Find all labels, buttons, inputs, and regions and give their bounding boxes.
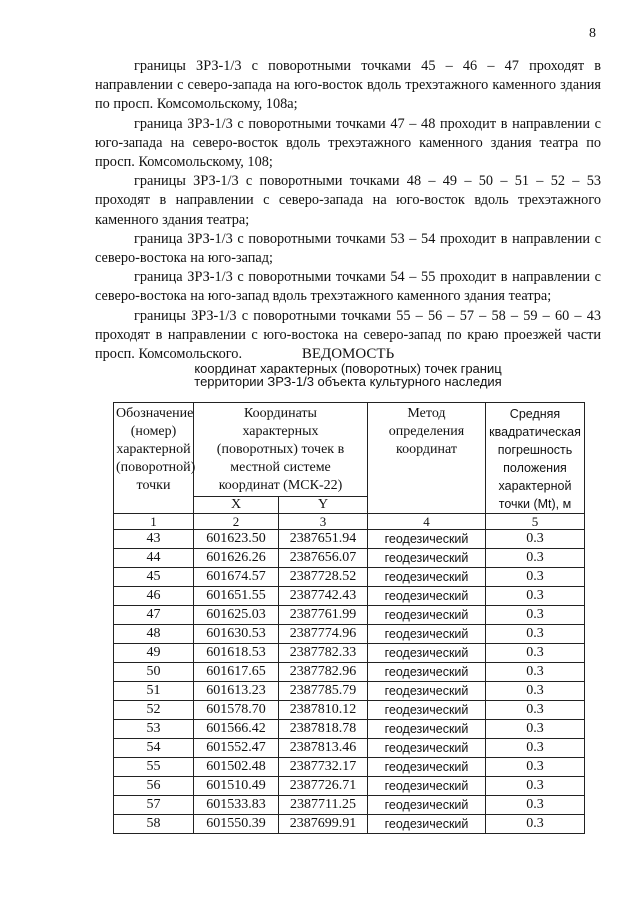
point-number-cell: 52 (114, 701, 194, 720)
error-cell: 0.3 (486, 644, 585, 663)
column-number: 3 (279, 514, 368, 530)
y-coordinate-cell: 2387774.96 (279, 625, 368, 644)
table-row (114, 625, 585, 644)
x-coordinate-cell: 601626.26 (194, 549, 279, 568)
y-coordinate-cell: 2387813.46 (279, 739, 368, 758)
method-cell: геодезический (368, 568, 486, 587)
point-number-cell: 51 (114, 682, 194, 701)
y-coordinate-cell: 2387728.52 (279, 568, 368, 587)
table-subtitle-line1: координат характерных (поворотных) точек границ (194, 361, 502, 376)
table-row (114, 777, 585, 796)
error-cell: 0.3 (486, 549, 585, 568)
y-coordinate-cell: 2387785.79 (279, 682, 368, 701)
method-cell: геодезический (368, 758, 486, 777)
table-row (114, 530, 585, 549)
method-cell: геодезический (368, 625, 486, 644)
x-coordinate-cell: 601613.23 (194, 682, 279, 701)
point-number-cell: 54 (114, 739, 194, 758)
paragraph: граница ЗРЗ-1/3 с поворотными точками 53 – 54 проходит в направлении с северо-востока на юго-запад; (95, 230, 601, 267)
point-number-cell: 50 (114, 663, 194, 682)
coordinates-table (113, 402, 585, 834)
method-cell: геодезический (368, 777, 486, 796)
point-number-cell: 49 (114, 644, 194, 663)
method-cell: геодезический (368, 587, 486, 606)
header-point-number: Обозначение (номер) характерной (поворотной) точки (114, 403, 194, 514)
error-cell: 0.3 (486, 777, 585, 796)
method-cell: геодезический (368, 663, 486, 682)
x-coordinate-cell: 601618.53 (194, 644, 279, 663)
header-x: X (194, 496, 279, 513)
x-coordinate-cell: 601651.55 (194, 587, 279, 606)
table-row (114, 663, 585, 682)
column-number: 4 (368, 514, 486, 530)
y-coordinate-cell: 2387810.12 (279, 701, 368, 720)
table-row (114, 758, 585, 777)
paragraph: границы ЗРЗ-1/3 с поворотными точками 45 – 46 – 47 проходят в направлении с северо-запада на юго-восток вдоль трехэтажного каменного здания по просп. Комсомольскому, 108а; (95, 58, 601, 113)
table-row (114, 739, 585, 758)
point-number-cell: 48 (114, 625, 194, 644)
table-row (114, 701, 585, 720)
column-number: 5 (486, 514, 585, 530)
y-coordinate-cell: 2387742.43 (279, 587, 368, 606)
error-cell: 0.3 (486, 796, 585, 815)
method-cell: геодезический (368, 720, 486, 739)
body-text (95, 57, 601, 364)
paragraph: границы ЗРЗ-1/3 с поворотными точками 48 – 49 – 50 – 51 – 52 – 53 проходят в направлении с северо-запада на юго-восток вдоль трехэтажного каменного здания театра; (95, 173, 601, 228)
error-cell: 0.3 (486, 815, 585, 834)
method-cell: геодезический (368, 606, 486, 625)
x-coordinate-cell: 601510.49 (194, 777, 279, 796)
table-row (114, 682, 585, 701)
x-coordinate-cell: 601552.47 (194, 739, 279, 758)
table-row (114, 720, 585, 739)
header-method: Метод определения координат (368, 403, 486, 514)
y-coordinate-cell: 2387782.33 (279, 644, 368, 663)
error-cell: 0.3 (486, 530, 585, 549)
error-cell: 0.3 (486, 720, 585, 739)
y-coordinate-cell: 2387726.71 (279, 777, 368, 796)
table-heading: ВЕДОМОСТЬ (301, 346, 395, 362)
method-cell: геодезический (368, 530, 486, 549)
point-number-cell: 47 (114, 606, 194, 625)
table-row (114, 549, 585, 568)
point-number-cell: 43 (114, 530, 194, 549)
table-subtitle-line2: территории ЗРЗ-1/3 объекта культурного наследия (194, 374, 502, 389)
paragraph: границы ЗРЗ-1/3 с поворотными точками 55 – 56 – 57 – 58 – 59 – 60 – 43 проходят в направлении с юго-востока на северо-запад по краю проезжей части просп. Комсомольского. (95, 307, 601, 363)
header-error: Средняя квадратическая погрешность положения характерной точки (Mt), м (486, 403, 585, 514)
method-cell: геодезический (368, 644, 486, 663)
point-number-cell: 55 (114, 758, 194, 777)
error-cell: 0.3 (486, 587, 585, 606)
table-row (114, 587, 585, 606)
table-row (114, 796, 585, 815)
header-y: Y (279, 496, 368, 513)
method-cell: геодезический (368, 701, 486, 720)
y-coordinate-cell: 2387761.99 (279, 606, 368, 625)
point-number-cell: 56 (114, 777, 194, 796)
point-number-cell: 45 (114, 568, 194, 587)
error-cell: 0.3 (486, 739, 585, 758)
y-coordinate-cell: 2387818.78 (279, 720, 368, 739)
x-coordinate-cell: 601623.50 (194, 530, 279, 549)
x-coordinate-cell: 601630.53 (194, 625, 279, 644)
method-cell: геодезический (368, 549, 486, 568)
table-body (114, 530, 585, 834)
table-row (114, 568, 585, 587)
error-cell: 0.3 (486, 568, 585, 587)
column-number-row (114, 514, 585, 530)
table-title (113, 347, 583, 388)
y-coordinate-cell: 2387732.17 (279, 758, 368, 777)
column-number: 2 (194, 514, 279, 530)
y-coordinate-cell: 2387651.94 (279, 530, 368, 549)
point-number-cell: 44 (114, 549, 194, 568)
error-cell: 0.3 (486, 663, 585, 682)
point-number-cell: 57 (114, 796, 194, 815)
x-coordinate-cell: 601550.39 (194, 815, 279, 834)
page-number: 8 (589, 26, 596, 41)
table-row (114, 644, 585, 663)
x-coordinate-cell: 601533.83 (194, 796, 279, 815)
table-row (114, 606, 585, 625)
y-coordinate-cell: 2387782.96 (279, 663, 368, 682)
error-cell: 0.3 (486, 606, 585, 625)
paragraph: граница ЗРЗ-1/3 с поворотными точками 54 – 55 проходит в направлении с северо-востока на юго-запад вдоль трехэтажного каменного здания театра; (95, 269, 601, 305)
error-cell: 0.3 (486, 682, 585, 701)
x-coordinate-cell: 601502.48 (194, 758, 279, 777)
paragraph: граница ЗРЗ-1/3 с поворотными точками 47 – 48 проходит в направлении с юго-запада на северо-восток вдоль трехэтажного каменного здания театра по просп. Комсомольскому, 108; (95, 115, 601, 171)
x-coordinate-cell: 601674.57 (194, 568, 279, 587)
error-cell: 0.3 (486, 625, 585, 644)
x-coordinate-cell: 601625.03 (194, 606, 279, 625)
x-coordinate-cell: 601566.42 (194, 720, 279, 739)
method-cell: геодезический (368, 815, 486, 834)
point-number-cell: 46 (114, 587, 194, 606)
point-number-cell: 58 (114, 815, 194, 834)
method-cell: геодезический (368, 739, 486, 758)
y-coordinate-cell: 2387656.07 (279, 549, 368, 568)
table-row (114, 815, 585, 834)
y-coordinate-cell: 2387711.25 (279, 796, 368, 815)
method-cell: геодезический (368, 796, 486, 815)
method-cell: геодезический (368, 682, 486, 701)
point-number-cell: 53 (114, 720, 194, 739)
y-coordinate-cell: 2387699.91 (279, 815, 368, 834)
column-number: 1 (114, 514, 194, 530)
x-coordinate-cell: 601578.70 (194, 701, 279, 720)
x-coordinate-cell: 601617.65 (194, 663, 279, 682)
header-coordinates: Координаты характерных (поворотных) точек в местной системе координат (МСК-22) (194, 403, 368, 497)
error-cell: 0.3 (486, 701, 585, 720)
error-cell: 0.3 (486, 758, 585, 777)
